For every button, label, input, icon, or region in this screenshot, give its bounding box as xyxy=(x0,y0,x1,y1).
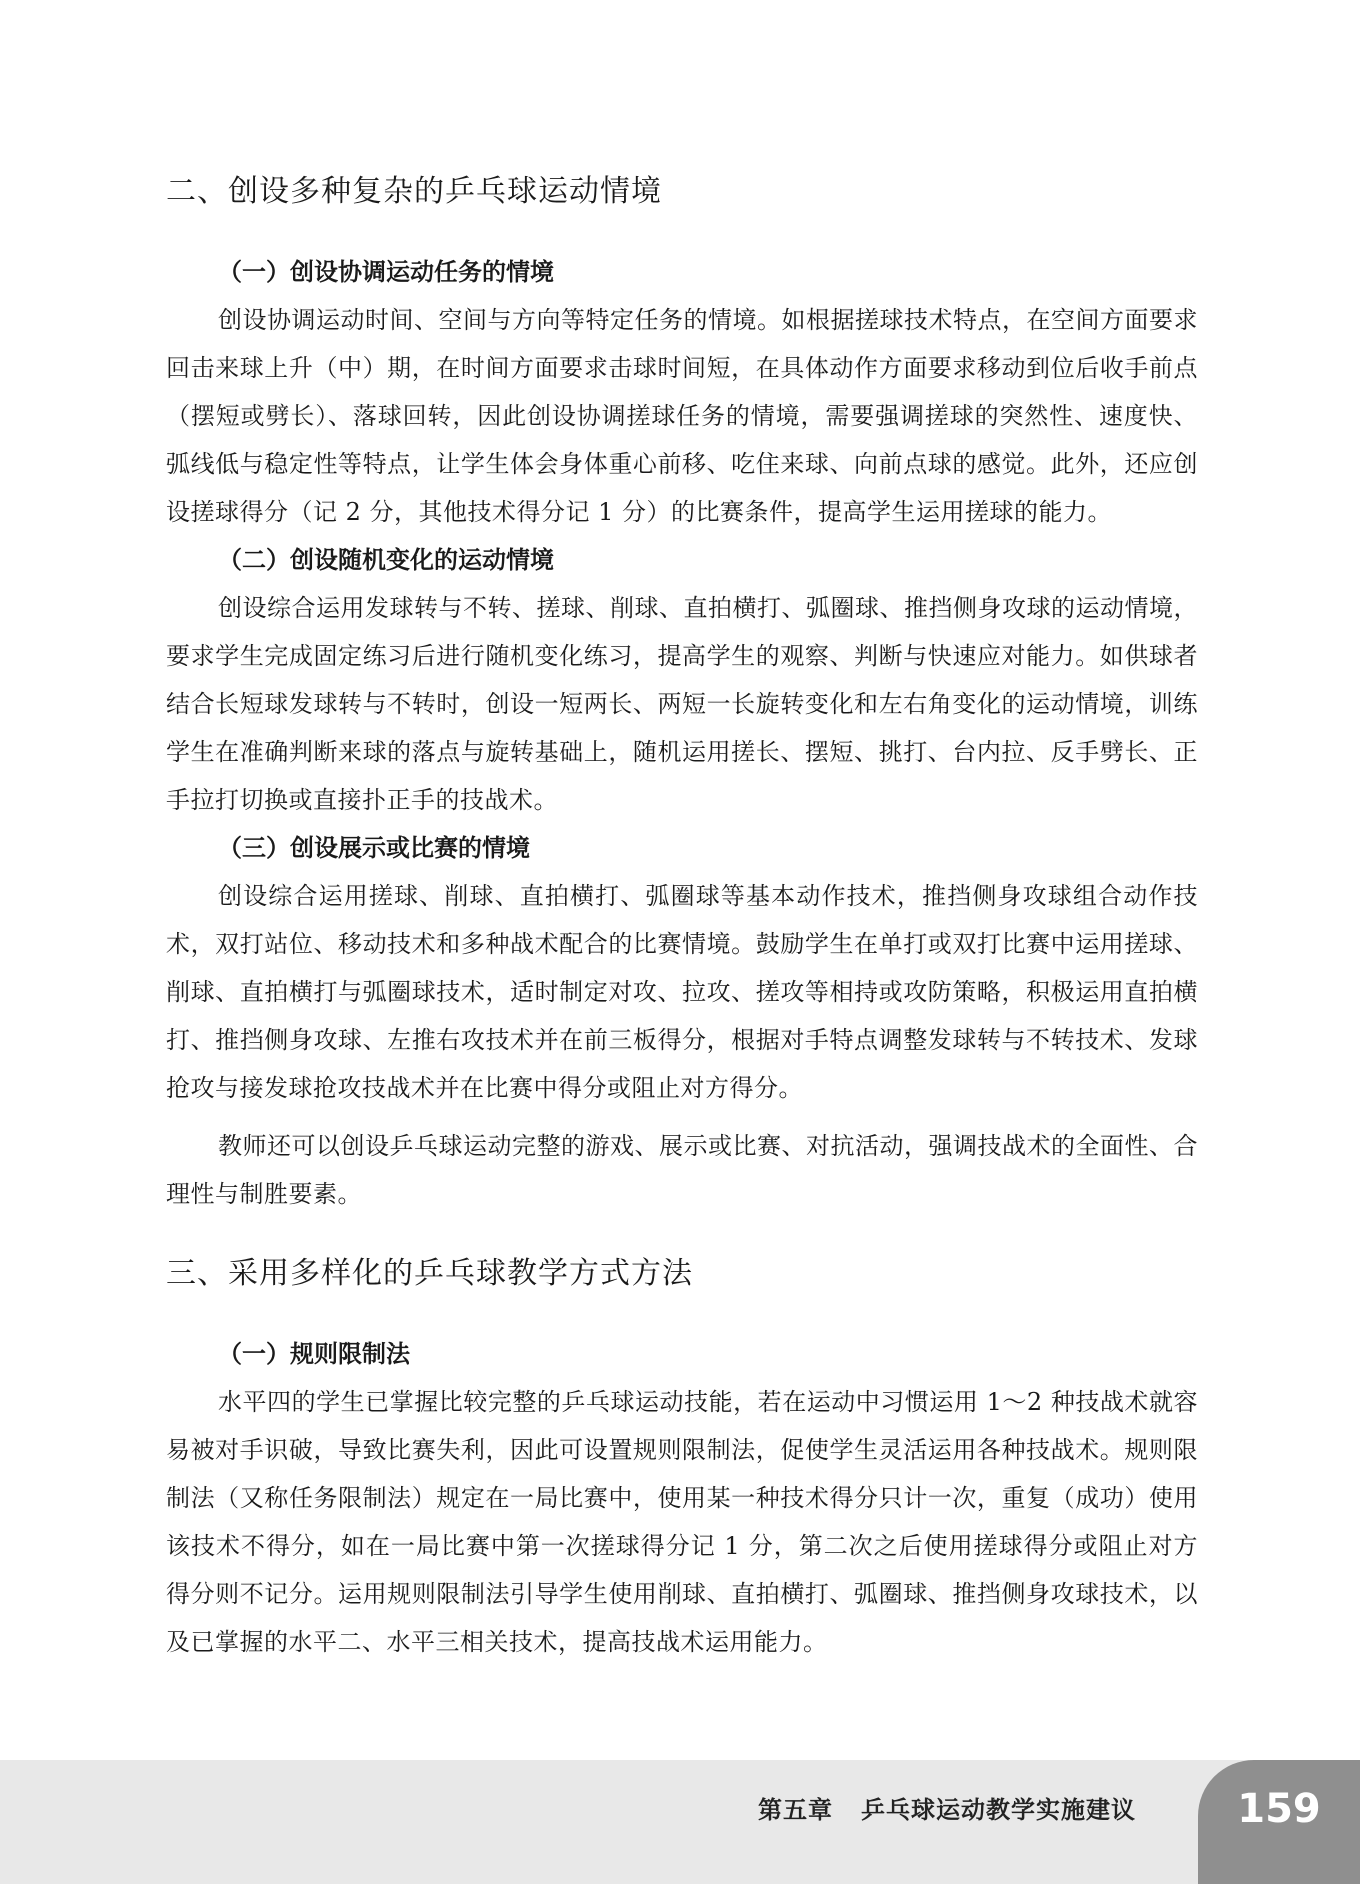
subsection-heading: （一）创设协调运动任务的情境 xyxy=(218,258,554,286)
running-footer xyxy=(758,1790,1136,1825)
paragraph: 创设综合运用发球转与不转、搓球、削球、直拍横打、弧圈球、推挡侧身攻球的运动情境，要求学生完成固定练习后进行随机变化练习，提高学生的观察、判断与快速应对能力。如供球者结合长短球发球转与不转时，创设一短两长、两短一长旋转变化和左右角变化的运动情境，训练学生在准确判断来球的落点与旋转基础上，随机运用搓长、摆短、挑打、台内拉、反手劈长、正手拉打切换或直接扑正手的技战术。 xyxy=(166,594,1198,814)
chapter-label: 第五章 xyxy=(758,1796,833,1824)
paragraph: 创设综合运用搓球、削球、直拍横打、弧圈球等基本动作技术，推挡侧身攻球组合动作技术，双打站位、移动技术和多种战术配合的比赛情境。鼓励学生在单打或双打比赛中运用搓球、削球、直拍横打与弧圈球技术，适时制定对攻、拉攻、搓攻等相持或攻防策略，积极运用直拍横打、推挡侧身攻球、左推右攻技术并在前三板得分，根据对手特点调整发球转与不转技术、发球抢攻与接发球抢攻技战术并在比赛中得分或阻止对方得分。 xyxy=(166,882,1198,1102)
footer-band xyxy=(0,1760,1360,1884)
paragraph: 教师还可以创设乒乓球运动完整的游戏、展示或比赛、对抗活动，强调技战术的全面性、合理性与制胜要素。 xyxy=(166,1132,1198,1208)
subsection-heading: （三）创设展示或比赛的情境 xyxy=(218,834,530,862)
section-heading: 二、创设多种复杂的乒乓球运动情境 xyxy=(166,174,662,209)
page-number: 159 xyxy=(1237,1786,1321,1832)
subsection-heading: （二）创设随机变化的运动情境 xyxy=(218,546,554,574)
section-heading: 三、采用多样化的乒乓球教学方式方法 xyxy=(166,1256,693,1291)
paragraph: 水平四的学生已掌握比较完整的乒乓球运动技能，若在运动中习惯运用 1～2 种技战术就容易被对手识破，导致比赛失利，因此可设置规则限制法，促使学生灵活运用各种技战术。规则限制法（又称任务限制法）规定在一局比赛中，使用某一种技术得分只计一次，重复（成功）使用该技术不得分，如在一局比赛中第一次搓球得分记 1 分，第二次之后使用搓球得分或阻止对方得分则不记分。运用规则限制法引导学生使用削球、直拍横打、弧圈球、推挡侧身攻球技术，以及已掌握的水平二、水平三相关技术，提高技战术运用能力。 xyxy=(166,1388,1198,1656)
page-content xyxy=(166,170,1198,1666)
paragraph: 创设协调运动时间、空间与方向等特定任务的情境。如根据搓球技术特点，在空间方面要求回击来球上升（中）期，在时间方面要求击球时间短，在具体动作方面要求移动到位后收手前点（摆短或劈长）、落球回转，因此创设协调搓球任务的情境，需要强调搓球的突然性、速度快、弧线低与稳定性等特点，让学生体会身体重心前移、吃住来球、向前点球的感觉。此外，还应创设搓球得分（记 2 分，其他技术得分记 1 分）的比赛条件，提高学生运用搓球的能力。 xyxy=(166,306,1198,526)
subsection-heading: （一）规则限制法 xyxy=(218,1340,410,1368)
chapter-title: 乒乓球运动教学实施建议 xyxy=(861,1796,1136,1824)
